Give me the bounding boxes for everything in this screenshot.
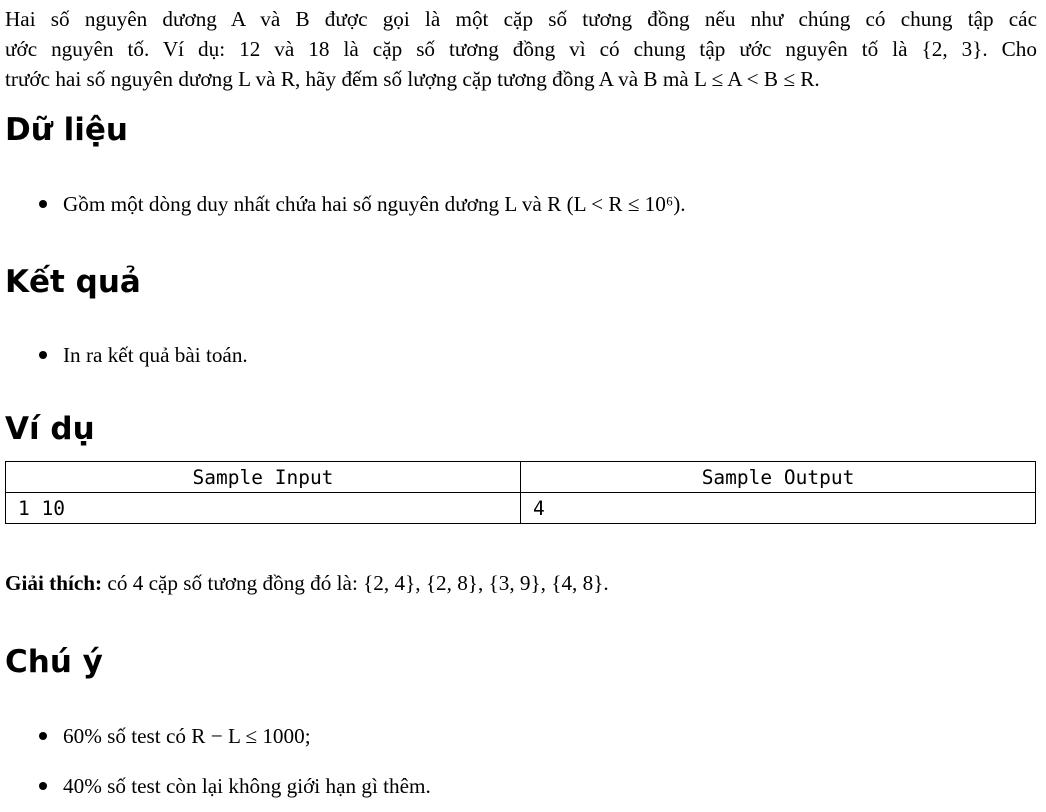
notes-bullet-2	[39, 773, 431, 799]
table-row	[6, 493, 1036, 524]
table-header-row	[6, 462, 1036, 493]
sample-input-header: Sample Input	[6, 462, 521, 493]
intro-line-2: ước nguyên tố. Ví dụ: 12 và 18 là cặp số tương đồng vì có chung tập ước nguyên tố là {2, 3}. Cho	[5, 37, 1037, 61]
intro-line-3: trước hai số nguyên dương L và R, hãy đếm số lượng cặp tương đồng A và B mà L ≤ A < B ≤ R.	[5, 67, 820, 91]
sample-table	[5, 461, 1036, 524]
explanation-label: Giải thích:	[5, 571, 103, 595]
explanation-text: có 4 cặp số tương đồng đó là: {2, 4}, {2, 8}, {3, 9}, {4, 8}.	[102, 571, 609, 595]
output-bullet-text: In ra kết quả bài toán.	[63, 343, 248, 367]
output-heading: Kết quả	[5, 264, 141, 300]
intro-paragraph	[5, 4, 1037, 94]
bullet-dot	[39, 351, 47, 359]
input-bullet	[39, 191, 686, 217]
bullet-dot	[39, 200, 47, 208]
notes-bullet-1-text: 60% số test có R − L ≤ 1000;	[63, 724, 311, 748]
explanation	[5, 569, 609, 597]
notes-bullet-1	[39, 723, 311, 749]
bullet-dot	[39, 732, 47, 740]
sample-output-cell: 4	[521, 493, 1036, 524]
sample-input-cell: 1 10	[6, 493, 521, 524]
input-heading: Dữ liệu	[5, 112, 128, 148]
intro-line-1: Hai số nguyên dương A và B được gọi là một cặp số tương đồng nếu như chúng có chung tập các	[5, 7, 1037, 31]
input-bullet-text: Gồm một dòng duy nhất chứa hai số nguyên dương L và R (L < R ≤ 10⁶).	[63, 192, 686, 216]
output-bullet	[39, 342, 248, 368]
example-heading: Ví dụ	[5, 411, 95, 447]
bullet-dot	[39, 782, 47, 790]
notes-bullet-2-text: 40% số test còn lại không giới hạn gì thêm.	[63, 774, 431, 798]
sample-output-header: Sample Output	[521, 462, 1036, 493]
notes-heading: Chú ý	[5, 644, 103, 680]
